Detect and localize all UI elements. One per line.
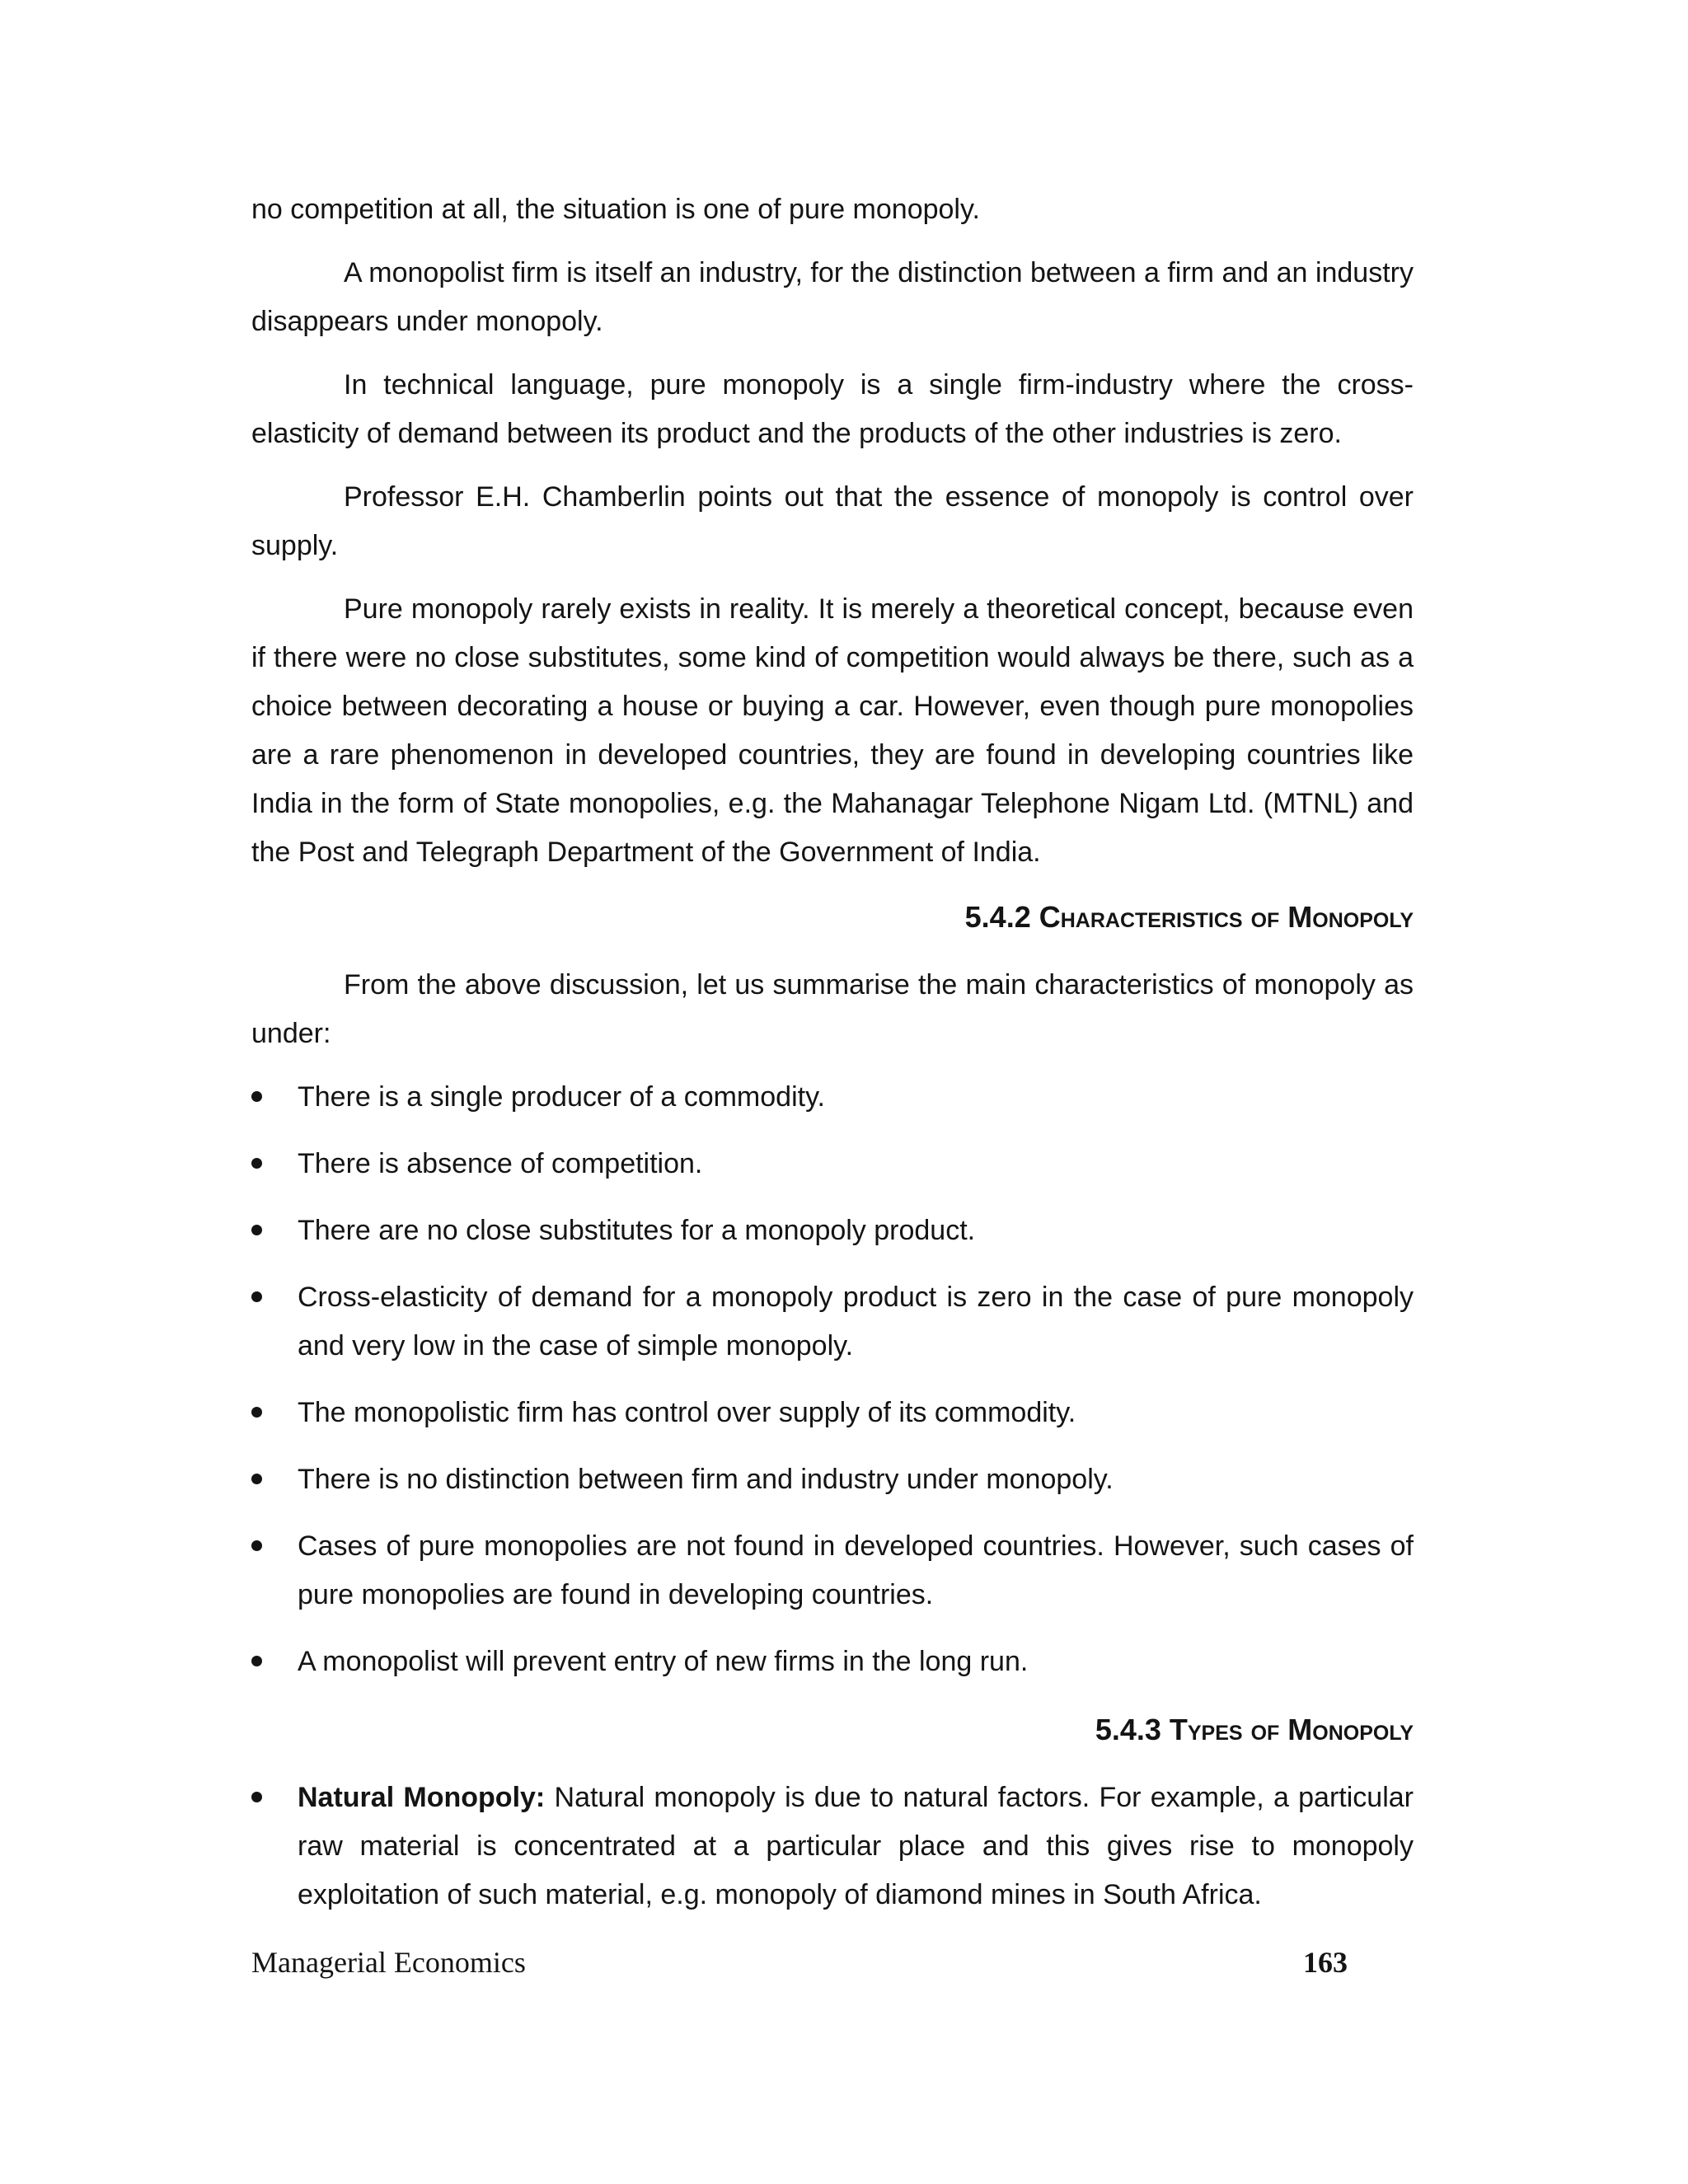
section-heading-characteristics: 5.4.2 Characteristics of Monopoly	[964, 900, 1414, 934]
bullet-icon	[251, 1474, 262, 1484]
book-title: Managerial Economics	[251, 1946, 526, 1979]
bullet-icon	[251, 1225, 262, 1235]
paragraph-characteristics-intro: From the above discussion, let us summarise the main characteristics of monopoly as under:	[251, 969, 1414, 1049]
list-item: There is absence of competition.	[251, 1140, 1414, 1188]
paragraph-chamberlin: Professor E.H. Chamberlin points out that the essence of monopoly is control over supply.	[251, 481, 1414, 561]
paragraph-pure-monopoly-reality: Pure monopoly rarely exists in reality. It is merely a theoretical concept, because even if there were no close substitutes, some kind of competition would always be there, such as a choice between decorating a house or buying a car. However, even though pure monopolies are a rare phenomenon in developed countries, they are found in developing countries like India in the form of State monopolies, e.g. the Mahanagar Telephone Nigam Ltd. (MTNL) and the Post and Telegraph Department of the Government of India.	[251, 593, 1414, 868]
characteristics-list	[251, 1073, 1414, 1686]
paragraph-technical-definition: In technical language, pure monopoly is a single firm-industry where the cross-elasticity of demand between its product and the products of the other industries is zero.	[251, 369, 1414, 449]
bullet-icon	[251, 1158, 262, 1169]
page-body	[251, 185, 1414, 1938]
list-item: A monopolist will prevent entry of new firms in the long run.	[251, 1638, 1414, 1686]
bullet-icon	[251, 1407, 262, 1418]
types-list	[251, 1774, 1414, 1919]
bullet-icon	[251, 1792, 262, 1802]
list-item: Cases of pure monopolies are not found in developed countries. However, such cases of pure monopolies are found in developing countries.	[251, 1522, 1414, 1619]
type-description: Natural monopoly is due to natural factors. For example, a particular raw material is concentrated at a particular place and this gives rise to monopoly exploitation of such material, e.g. monopoly of diamond mines in South Africa.	[298, 1782, 1414, 1910]
list-item: There is no distinction between firm and industry under monopoly.	[251, 1455, 1414, 1504]
paragraph-firm-industry: A monopolist firm is itself an industry, for the distinction between a firm and an industry disappears under monopoly.	[251, 257, 1414, 337]
type-label: Natural Monopoly:	[298, 1782, 546, 1813]
list-item: There is a single producer of a commodity.	[251, 1073, 1414, 1122]
page-number: 163	[1303, 1946, 1348, 1979]
bullet-icon	[251, 1540, 262, 1551]
bullet-icon	[251, 1091, 262, 1102]
list-item: There are no close substitutes for a monopoly product.	[251, 1207, 1414, 1255]
section-heading-types: 5.4.3 Types of Monopoly	[1095, 1713, 1414, 1746]
list-item: Cross-elasticity of demand for a monopoly product is zero in the case of pure monopoly and very low in the case of simple monopoly.	[251, 1273, 1414, 1371]
list-item: The monopolistic firm has control over supply of its commodity.	[251, 1389, 1414, 1437]
bullet-icon	[251, 1291, 262, 1302]
paragraph-continuation: no competition at all, the situation is one of pure monopoly.	[251, 194, 980, 225]
list-item	[251, 1774, 1414, 1919]
bullet-icon	[251, 1656, 262, 1666]
